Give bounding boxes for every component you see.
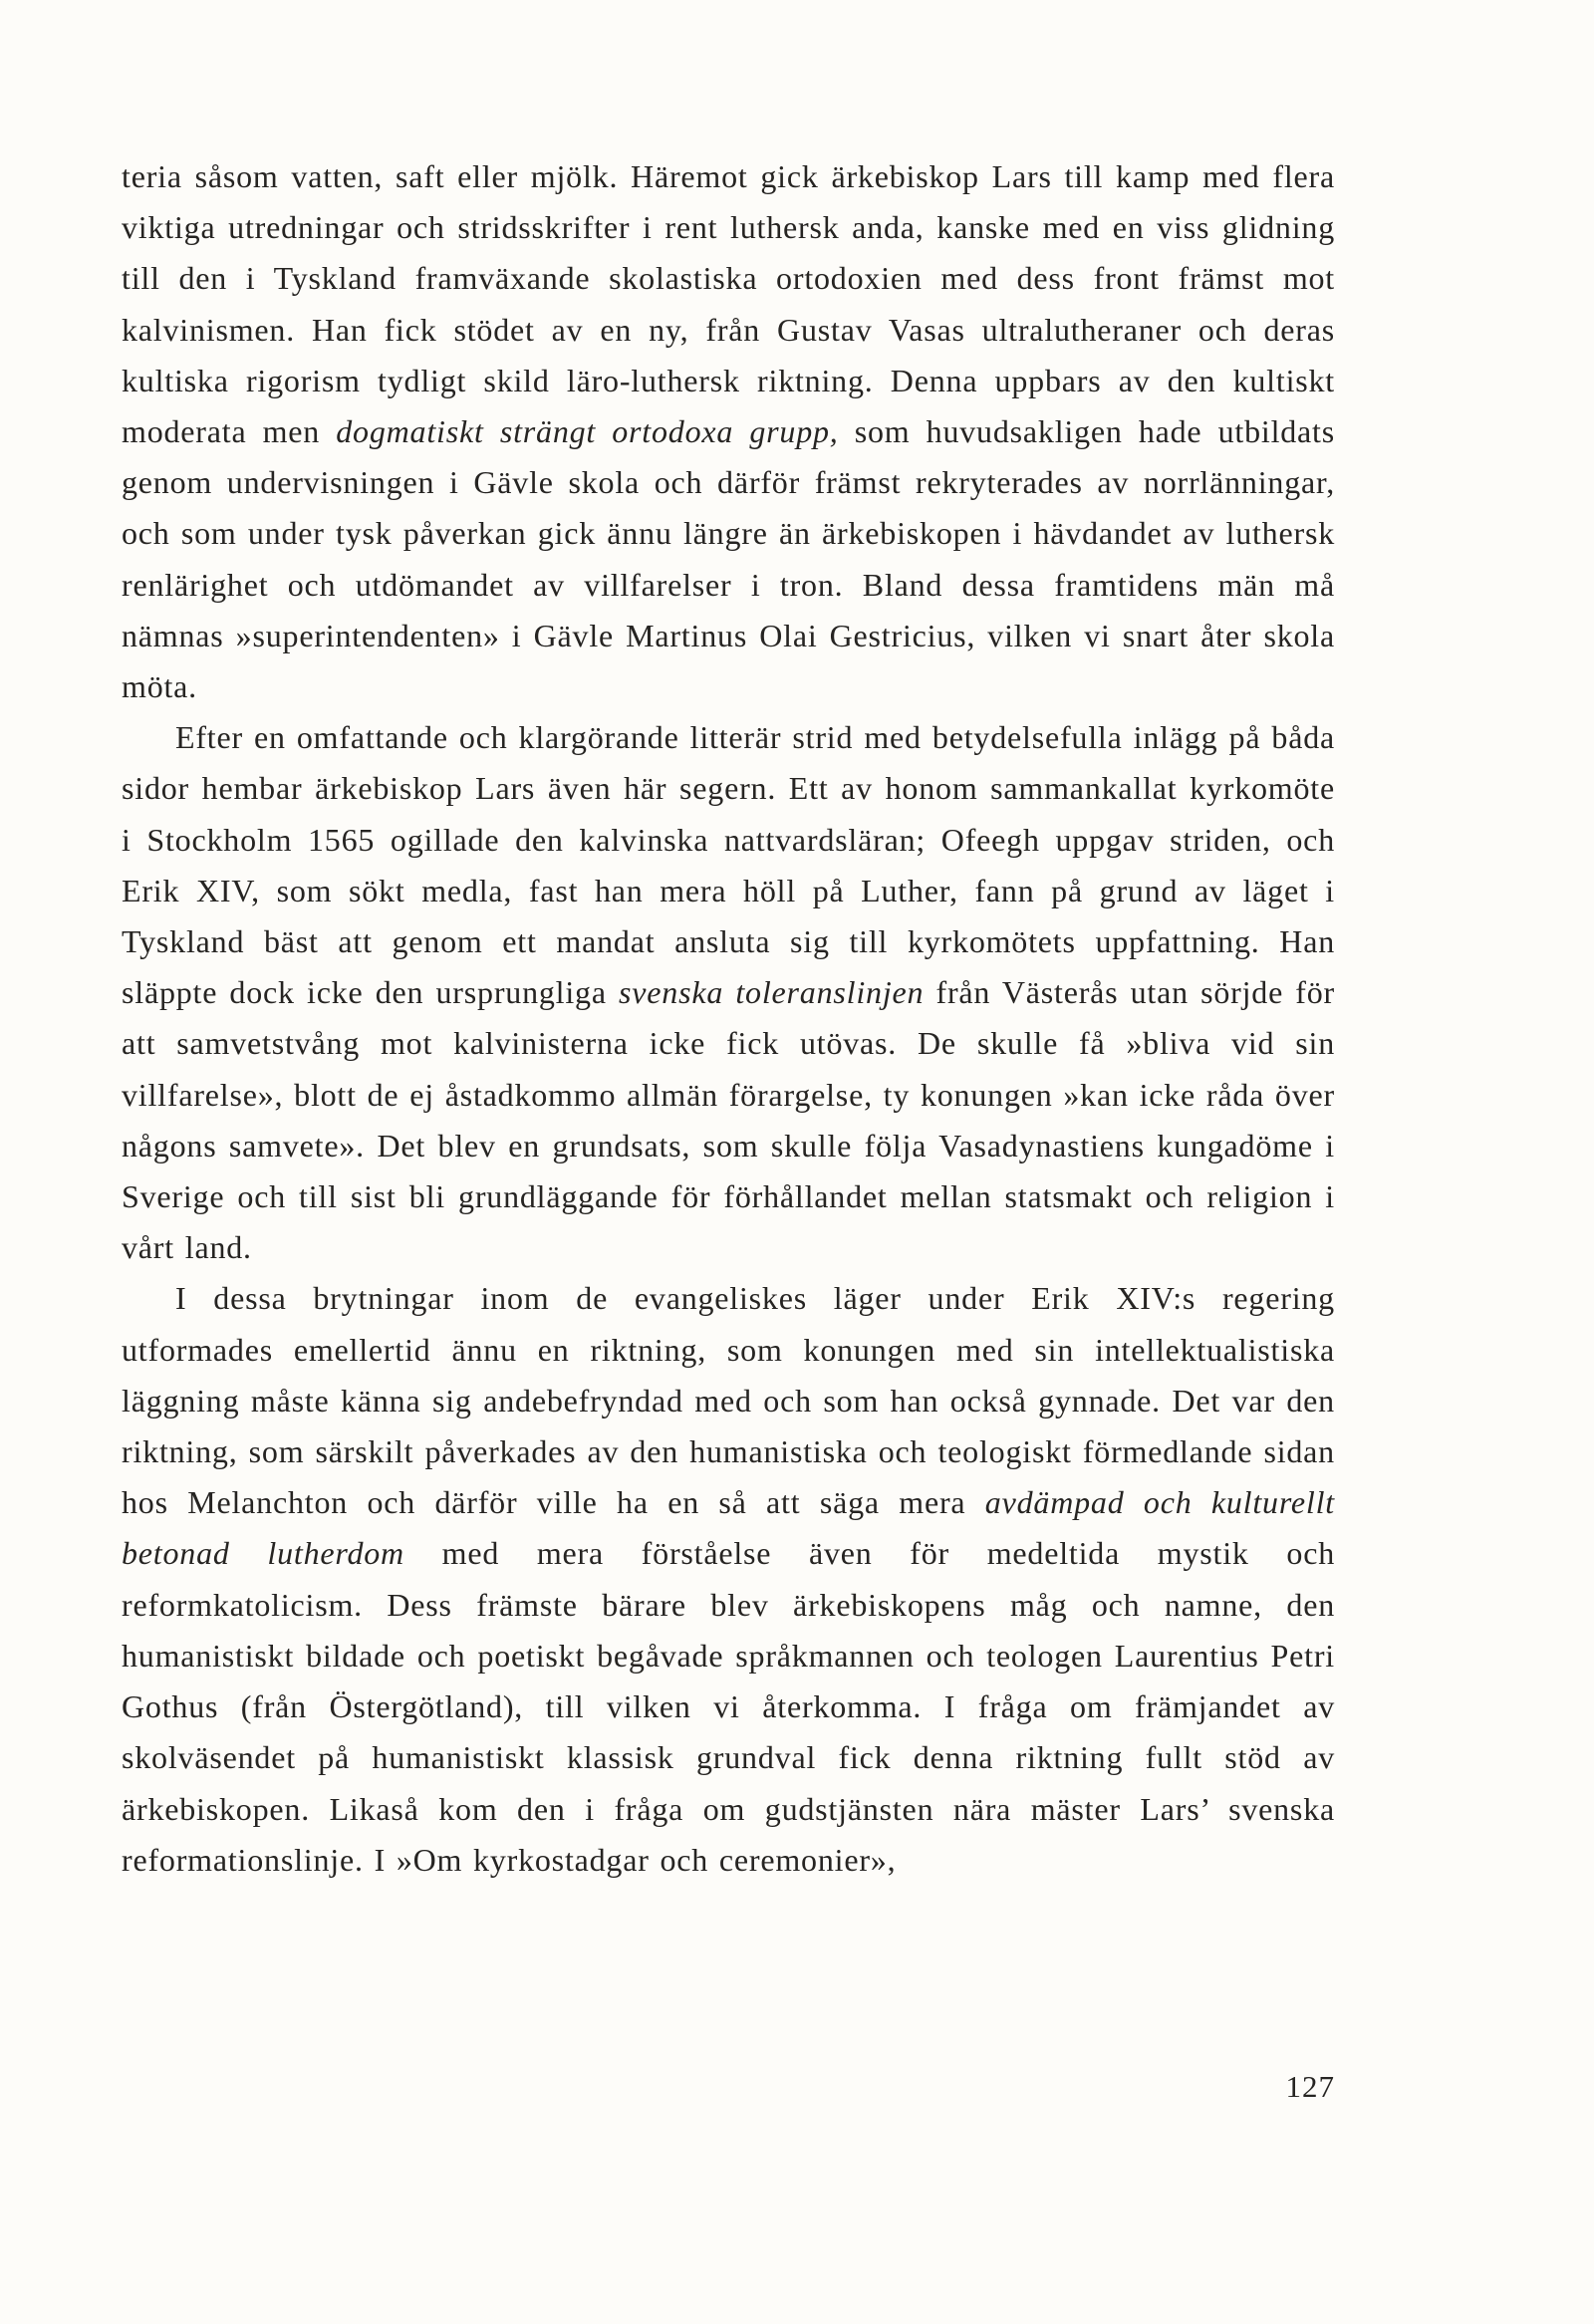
paragraph-3 — [122, 1273, 1335, 1885]
paragraph-2-text-2: från Västerås utan sörjde för att samvetstvång mot kalvinisterna icke fick utövas. De skulle få »bliva vid sin villfarelse», blott de ej åstadkommo allmän förargelse, ty konungen »kan icke råda över någons samvete». Det blev en grundsats, som skulle följa Vasadynastiens kungadöme i Sverige och till sist bli grundläggande för förhållandet mellan statsmakt och religion i vårt land. — [122, 974, 1335, 1266]
paragraph-1-text-2: som huvudsakligen hade utbildats genom undervisningen i Gävle skola och därför främst rekryterades av norrlänningar, och som under tysk påverkan gick ännu längre än ärkebiskopen i hävdandet av luthersk renlärighet och utdömandet av villfarelser i tron. Bland dessa framtidens män må nämnas »superintendenten» i Gävle Martinus Olai Gestricius, vilken vi snart åter skola möta. — [122, 413, 1336, 705]
paragraph-2-text-1: Efter en omfattande och klargörande litterär strid med betydelsefulla inlägg på båda sidor hembar ärkebiskop Lars även här segern. Ett av honom sammankallat kyrkomöte i Stockholm 1565 ogillade den kalvinska nattvardsläran; Ofeegh uppgav striden, och Erik XIV, som sökt medla, fast han mera höll på Luther, fann på grund av läget i Tyskland bäst att genom ett mandat ansluta sig till kyrkomötets uppfattning. Han släppte dock icke den ursprungliga — [122, 719, 1335, 1011]
page-number: 127 — [1285, 2069, 1335, 2104]
paragraph-2-italic-phrase: svenska toleranslinjen — [619, 974, 925, 1011]
paragraph-3-italic-phrase: avdämpad och kulturellt betonad lutherdom — [122, 1484, 1335, 1572]
body-text — [122, 151, 1335, 1886]
paragraph-3-text-2: med mera förståelse även för medeltida mystik och reformkatolicism. Dess främste bärare blev ärkebiskopens måg och namne, den humanistiskt bildade och poetiskt begåvade språkmannen och teologen Laurentius Petri Gothus (från Östergötland), till vilken vi återkomma. I fråga om främjandet av skolväsendet på humanistiskt klassisk grundval fick denna riktning fullt stöd av ärkebiskopen. Likaså kom den i fråga om gudstjänsten nära mäster Lars’ svenska reformationslinje. I »Om kyrkostadgar och ceremonier», — [122, 1535, 1335, 1878]
paragraph-1-italic-phrase: dogmatiskt strängt ortodoxa grupp, — [336, 413, 839, 450]
paragraph-2 — [122, 712, 1335, 1273]
paragraph-3-text-1: I dessa brytningar inom de evangeliskes läger under Erik XIV:s regering utformades emellertid ännu en riktning, som konungen med sin intellektualistiska läggning måste känna sig andebefryndad med och som han också gynnade. Det var den riktning, som särskilt påverkades av den humanistiska och teologiskt förmedlande sidan hos Melanchton och därför ville ha en så att säga mera — [122, 1280, 1335, 1521]
paragraph-1-text-1: teria såsom vatten, saft eller mjölk. Häremot gick ärkebiskop Lars till kamp med flera viktiga utredningar och stridsskrifter i rent luthersk anda, kanske med en viss glidning till den i Tyskland framväxande skolastiska ortodoxien med dess front främst mot kalvinismen. Han fick stödet av en ny, från Gustav Vasas ultralutheraner och deras kultiska rigorism tydligt skild läro-luthersk riktning. Denna uppbars av den kultiskt moderata men — [122, 158, 1335, 450]
paragraph-1 — [122, 151, 1335, 712]
